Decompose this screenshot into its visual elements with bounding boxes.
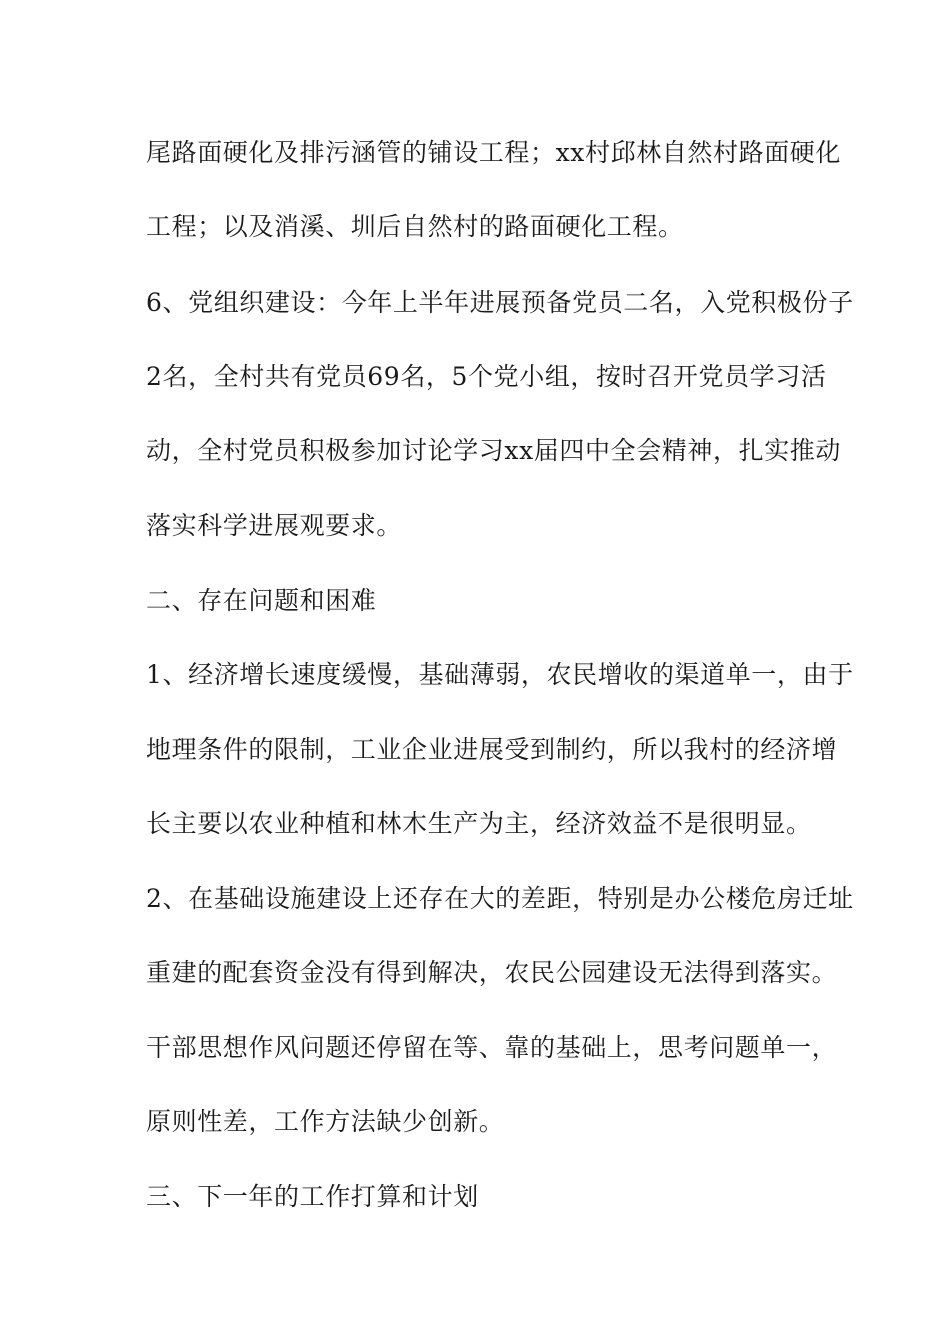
- text-line: 6、党组织建设：今年上半年进展预备党员二名，入党积极份子: [146, 288, 854, 317]
- text-line: 动，全村党员积极参加讨论学习xx届四中全会精神，扎实推动: [146, 436, 842, 465]
- section-heading: 三、下一年的工作打算和计划: [146, 1182, 479, 1211]
- text-line: 原则性差，工作方法缺少创新。: [146, 1107, 505, 1136]
- text-line: 2名，全村共有党员69名，5个党小组，按时召开党员学习活: [146, 362, 827, 391]
- section-heading: 二、存在问题和困难: [146, 586, 377, 615]
- text-line: 落实科学进展观要求。: [146, 511, 403, 540]
- text-line: 工程；以及消溪、圳后自然村的路面硬化工程。: [146, 212, 684, 241]
- text-line: 地理条件的限制，工业企业进展受到制约，所以我村的经济增: [146, 735, 838, 764]
- text-line: 尾路面硬化及排污涵管的铺设工程；xx村邱林自然村路面硬化: [146, 138, 842, 167]
- text-line: 干部思想作风问题还停留在等、靠的基础上，思考问题单一，: [146, 1033, 838, 1062]
- text-line: 2、在基础设施建设上还存在大的差距，特别是办公楼危房迁址: [146, 884, 854, 913]
- text-line: 1、经济增长速度缓慢，基础薄弱，农民增收的渠道单一，由于: [146, 660, 854, 689]
- text-line: 重建的配套资金没有得到解决，农民公园建设无法得到落实。: [146, 958, 838, 987]
- text-line: 长主要以农业种植和林木生产为主，经济效益不是很明显。: [146, 809, 812, 838]
